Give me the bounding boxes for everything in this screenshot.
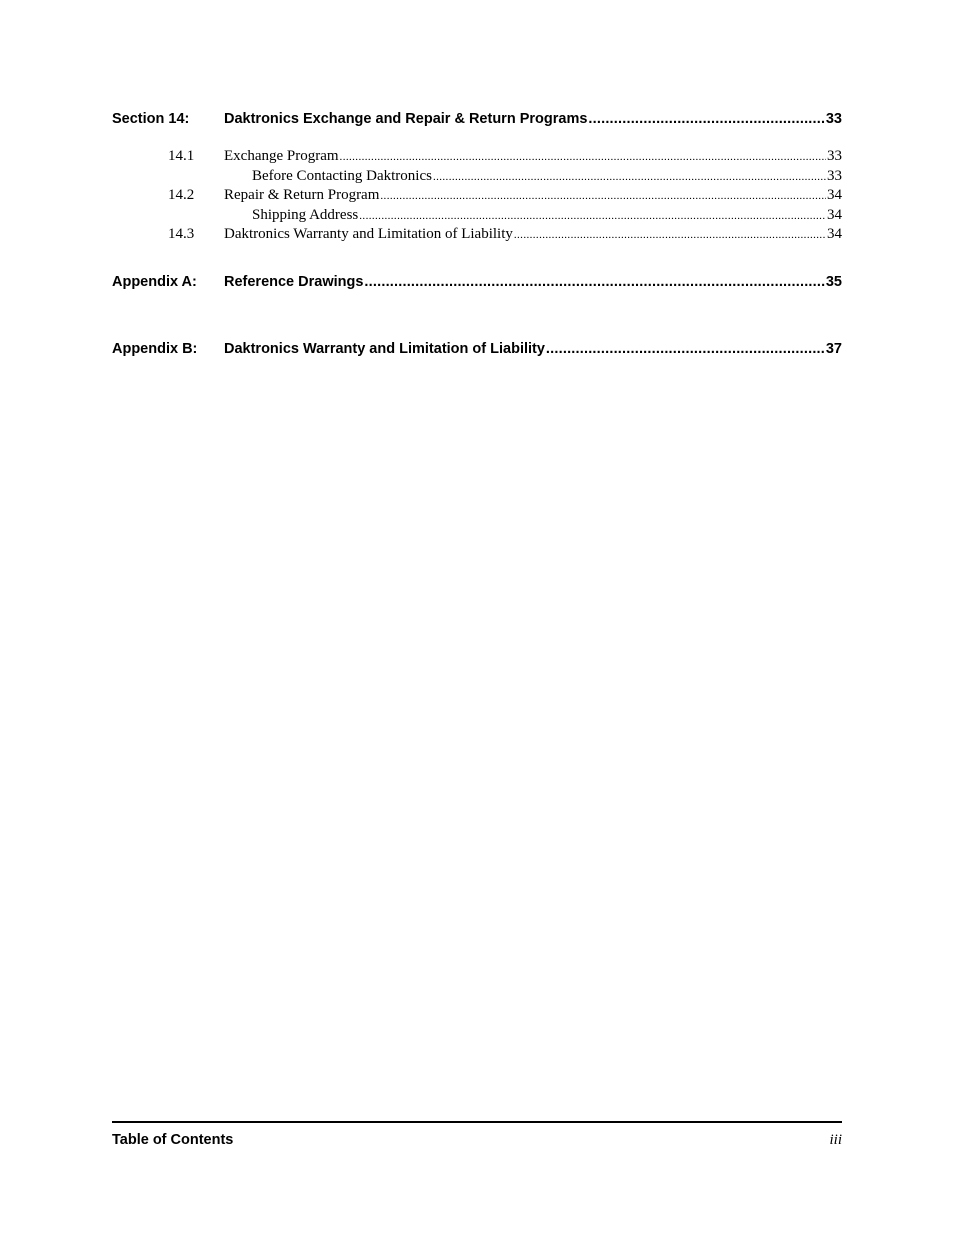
toc-appendix-a[interactable] xyxy=(112,271,842,293)
toc-item-title: Shipping Address xyxy=(252,206,359,223)
footer-page-number: iii xyxy=(829,1132,842,1148)
toc-item-title: Daktronics Warranty and Limitation of Liability xyxy=(224,226,513,242)
toc-item-number: 14.2 xyxy=(168,187,195,203)
toc-section-title: Daktronics Exchange and Repair & Return Programs xyxy=(224,111,588,127)
toc-page-number: 33 xyxy=(827,148,842,164)
page-footer xyxy=(112,1132,842,1149)
toc-leader-dots xyxy=(340,147,826,168)
toc-leader-dots xyxy=(433,167,826,188)
table-of-contents xyxy=(112,108,842,360)
toc-appendix-b[interactable] xyxy=(112,338,842,360)
toc-leader-dots xyxy=(380,186,826,207)
footer-divider xyxy=(112,1121,842,1123)
toc-page-number: 35 xyxy=(825,273,842,290)
toc-section-title: Reference Drawings xyxy=(224,273,364,290)
toc-item-number: 14.3 xyxy=(168,226,195,242)
toc-page-number: 34 xyxy=(827,206,842,223)
toc-section-14[interactable] xyxy=(112,108,842,130)
toc-leader-dots xyxy=(514,225,826,246)
toc-item-title: Before Contacting Daktronics xyxy=(252,167,432,184)
toc-item-14-1[interactable] xyxy=(112,147,842,167)
toc-section-label: Section 14: xyxy=(112,111,190,127)
toc-leader-dots xyxy=(359,206,826,227)
toc-subitem-shipping-address[interactable] xyxy=(112,206,842,226)
toc-item-number: 14.1 xyxy=(168,148,195,164)
toc-leader-dots xyxy=(588,108,824,130)
toc-section-label: Appendix A: xyxy=(112,273,197,290)
toc-page-number: 33 xyxy=(825,111,842,127)
toc-page-number: 33 xyxy=(827,167,842,184)
toc-page-number: 34 xyxy=(827,187,842,203)
toc-subitem-before-contacting[interactable] xyxy=(112,167,842,187)
toc-item-14-2[interactable] xyxy=(112,186,842,206)
toc-section-label: Appendix B: xyxy=(112,340,198,357)
toc-item-14-3[interactable] xyxy=(112,225,842,245)
footer-title: Table of Contents xyxy=(112,1132,234,1148)
toc-page-number: 37 xyxy=(825,340,842,357)
toc-page-number: 34 xyxy=(827,226,842,242)
toc-leader-dots xyxy=(546,338,825,360)
toc-leader-dots xyxy=(364,271,824,293)
toc-section-title: Daktronics Warranty and Limitation of Liability xyxy=(224,340,545,357)
toc-item-title: Exchange Program xyxy=(224,148,339,164)
toc-item-title: Repair & Return Program xyxy=(224,187,380,203)
